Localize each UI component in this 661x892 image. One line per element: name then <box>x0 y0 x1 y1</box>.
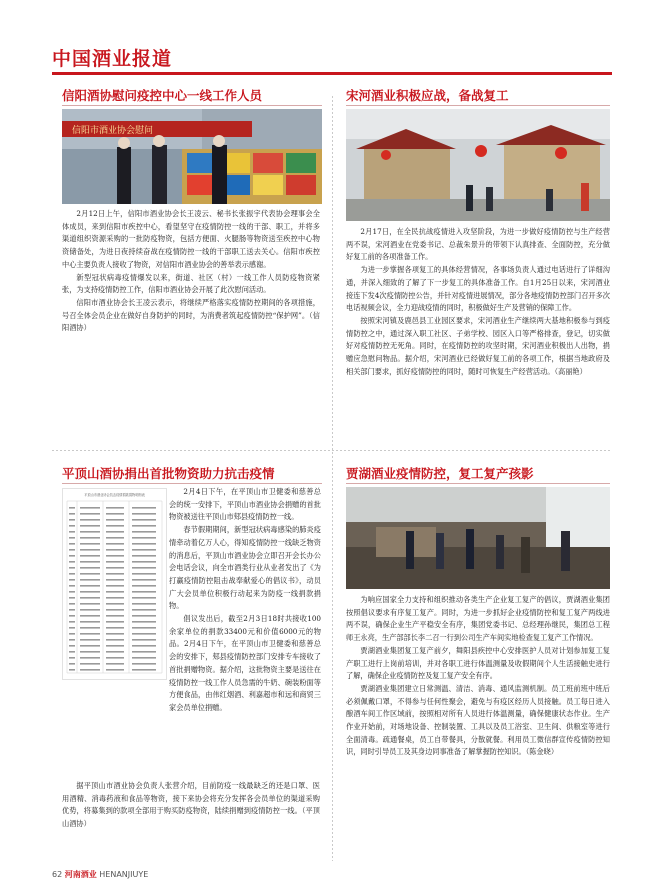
paragraph: 2月12日上午，信阳市酒业协会长王凌云、秘书长张振宇代表协会理事会全体成员，来到信阳市疾控中心，看望坚守在疫情防控一线的干部、职工，并将多渠道组织资源采购的一批防疫物资，包括方便面、火腿肠等物资送至疾控中心物资储备处，为进日夜持续奋战在疫情防控一线的干部职工送去关心。信阳市疾控中心主要负责人接收了物资，对信阳市酒业协会的善举表示感谢。 <box>62 209 320 269</box>
table-cell-mark <box>80 627 100 629</box>
table-cell-mark <box>69 597 75 599</box>
table-cell-mark <box>132 663 156 665</box>
table-cell-mark <box>69 513 75 515</box>
table-cell-mark <box>106 585 124 587</box>
table-cell-mark <box>69 543 75 545</box>
photo-jiahu-workshop <box>346 487 610 589</box>
column-divider <box>332 96 333 861</box>
title-underline <box>62 105 322 106</box>
table-cell-mark <box>132 567 156 569</box>
table-cell-mark <box>69 627 75 629</box>
footer-brand-en: HENANJIUYE <box>99 870 149 879</box>
table-cell-mark <box>106 519 124 521</box>
table-cell-mark <box>69 657 75 659</box>
table-cell-mark <box>106 651 124 653</box>
table-cell-mark <box>132 531 156 533</box>
table-cell-mark <box>106 657 124 659</box>
table-cell-mark <box>80 657 100 659</box>
paragraph: 2月17日，在全民抗战疫情进入攻坚阶段，为进一步做好疫情防控与生产经营两不误，宋河酒业在党委书记、总裁朱景升的带领下认真排查、全面防控，充分做好复工前的各项准备工作。 <box>346 227 610 262</box>
table-cell-mark <box>69 567 75 569</box>
table-cell-mark <box>69 579 75 581</box>
article-title-pingdingshan: 平顶山酒协捐出首批物资助力抗击疫情 <box>62 466 275 481</box>
table-title: 平顶山市酒业协会抗击疫情捐款捐物明细表 <box>84 493 145 497</box>
article-body-songhe <box>346 226 610 378</box>
table-cell-mark <box>80 663 100 665</box>
table-cell-mark <box>132 627 156 629</box>
table-cell-mark <box>80 567 100 569</box>
table-cell-mark <box>132 615 156 617</box>
table-cell-mark <box>106 645 124 647</box>
table-cell-mark <box>132 573 156 575</box>
table-cell-mark <box>69 525 75 527</box>
article-title-xinyang: 信阳酒协慰问疫控中心一线工作人员 <box>62 88 263 103</box>
table-cell-mark <box>69 573 75 575</box>
table-cell-mark <box>69 645 75 647</box>
table-cell-mark <box>80 555 100 557</box>
table-cell-mark <box>132 525 156 527</box>
table-cell-mark <box>69 621 75 623</box>
table-cell-mark <box>132 507 156 509</box>
table-cell-mark <box>69 603 75 605</box>
table-cell-mark <box>69 537 75 539</box>
table-cell-mark <box>106 543 124 545</box>
table-cell-mark <box>132 639 156 641</box>
row-divider <box>52 450 612 451</box>
table-cell-mark <box>106 573 124 575</box>
table-cell-mark <box>106 513 124 515</box>
paragraph: 贾湖酒业集团建立日常测温、清洁、消毒、通风监测机制。员工班前班中班后必须佩戴口罩，不得参与任何性聚会，避免与有疫区经历人员接触。员工每日进入酿酒车间工作区域前，按照相对所有人员进行体温测量，确保健康状态作业。生产作业开始前，对场地设备、控制装置、工具以及员工浴室、卫生间、供粮室等进行全面清毒。疏通餐桌，员工自带餐具，分散就餐。利用员工微信群宣传疫情防控知识，同时引导员工及其身边同事准备了解掌握防控知识。（陈金晓） <box>346 683 610 757</box>
table-cell-mark <box>106 507 124 509</box>
table-cell-mark <box>106 591 124 593</box>
table-cell-mark <box>80 621 100 623</box>
donation-table-image <box>62 488 167 680</box>
table-cell-mark <box>106 669 124 671</box>
title-underline <box>346 105 610 106</box>
table-cell-mark <box>69 591 75 593</box>
table-cell-mark <box>132 579 156 581</box>
table-cell-mark <box>69 555 75 557</box>
paragraph: 信阳市酒业协会长王凌云表示，将继续严格落实疫情防控期间的各项措施，号召全体会员企业在做好自身防护的同时，为消费者筑起疫情防控“保护网”。（信阳酒协） <box>62 297 320 333</box>
table-cell-mark <box>69 669 75 671</box>
table-cell-mark <box>80 669 100 671</box>
article-body-jiahu <box>346 594 610 759</box>
table-cell-mark <box>106 621 124 623</box>
table-cell-mark <box>80 615 100 617</box>
table-cell-mark <box>80 531 100 533</box>
table-cell-mark <box>69 609 75 611</box>
paragraph: 倡议发出后，截至2月3日18时共接收100余家单位的捐款33400元和价值6000元的物品。2月4日下午，在平顶山市卫健委和慈善总会的安排下，郏县疫情防控部门安排专车接收了首批捐赠物资。据介绍，这批物资主要是送往在疫情防控一线工作人员急需的牛奶、碗装粉面等方便食品，由伟红烟酒、利嘉超市和远和商贸三家会员单位捐赠。 <box>169 614 321 712</box>
table-cell-mark <box>132 603 156 605</box>
table-cell-mark <box>132 537 156 539</box>
paragraph: 据平顶山市酒业协会负责人张营介绍，目前防疫一线最缺乏的还是口罩、医用酒精、消毒药液和食品等物资，接下来协会将充分发挥各会员单位的渠道采购优势，将募集到的款项全部用于购买防疫物资，陆续捐赠到疫情防控一线。（平顶山酒协） <box>62 781 320 829</box>
article-body-pingdingshan-2 <box>62 780 320 831</box>
photo-songhe-factory <box>346 109 610 221</box>
table-cell-mark <box>106 561 124 563</box>
table-cell-mark <box>106 603 124 605</box>
article-body-pingdingshan-1 <box>169 486 321 715</box>
table-cell-mark <box>80 609 100 611</box>
table-cell-mark <box>132 513 156 515</box>
paragraph: 为进一步掌握各项复工的具体经营情况，各事场负责人通过电话进行了详细沟通，并深入细致的了解了下一步复工的具体准备工作。自1月25日以来，宋河酒业接连下发4次疫情防控公告，并针对疫情进展情况，部分各地疫情防控部门召开多次电话视频会议，全力迎战疫情的同时，积极做好生产及营销的保障工作。 <box>346 265 610 313</box>
table-cell-mark <box>80 651 100 653</box>
table-cell-mark <box>80 645 100 647</box>
table-cell-mark <box>80 597 100 599</box>
table-cell-mark <box>132 585 156 587</box>
paragraph: 2月4日下午，在平顶山市卫健委和慈善总会的统一安排下，平顶山市酒业协会捐赠的首批物资被送往平顶山市郏县疫情防控一线。 <box>169 487 321 522</box>
table-cell-mark <box>132 621 156 623</box>
footer-brand: 河南酒业 <box>64 870 97 879</box>
table-cell-mark <box>69 549 75 551</box>
table-cell-mark <box>132 651 156 653</box>
paragraph: 新型冠状病毒疫情爆发以来，街道、社区（村）一线工作人员防疫物资紧张，为支持疫情防控工作，信阳市酒业协会开展了此次慰问活动。 <box>62 272 320 295</box>
photo-xinyang-donation <box>62 109 322 204</box>
table-cell-mark <box>132 645 156 647</box>
table-cell-mark <box>132 609 156 611</box>
table-cell-mark <box>69 633 75 635</box>
article-title-songhe: 宋河酒业积极应战，备战复工 <box>346 88 509 103</box>
paragraph: 按照宋河镇及鹿邑县工业园区要求，宋河酒业生产继续两大基地积极参与到疫情防控之中，通过深入职工社区、子弟学校、园区入口等严格排查，登记，切实做好对疫情防控无死角。同时，在疫情防控的攻坚时期，宋河酒业积极出人出物，捐赠应急慰问物品。据介绍，宋河酒业已经做好复工前的各项工作，根据当地政府及相关部门要求，抓好疫情防控的同时，随时可恢复生产经营活动。（高丽艳） <box>346 315 610 376</box>
table-grid <box>63 497 166 677</box>
table-cell-mark <box>69 663 75 665</box>
table-cell-mark <box>106 525 124 527</box>
article-body-xinyang <box>62 208 320 335</box>
table-cell-mark <box>106 567 124 569</box>
table-cell-mark <box>80 519 100 521</box>
table-cell-mark <box>106 633 124 635</box>
table-cell-mark <box>80 543 100 545</box>
table-cell-mark <box>80 603 100 605</box>
banner-text: 信阳市酒业协会慰问 <box>72 126 154 136</box>
table-cell-mark <box>80 633 100 635</box>
header-rule <box>52 72 612 75</box>
table-cell-mark <box>132 633 156 635</box>
paragraph: 为响应国家全力支持和组织推动各类生产企业复工复产的倡议，贾湖酒业集团按照倡议要求有序复工复产。同时，为进一步抓好企业疫情防控和复工复产两线进两不误，确保企业生产平稳安全有序，集团党委书记、总经理孙继民，集团总工程师王永亮，生产部部长李二召一行到公司生产车间实地检查复工复产工作情况。 <box>346 595 610 643</box>
table-cell-mark <box>106 597 124 599</box>
table-cell-mark <box>69 639 75 641</box>
table-cell-mark <box>106 537 124 539</box>
page-footer <box>52 869 148 880</box>
paragraph: 春节假期期间，新型冠状病毒感染的肺炎疫情牵动着亿万人心，得知疫情防控一线缺乏物资的消息后，平顶山市酒业协会立即召开会长办公会电话会议，向全市酒类行业从业者发出了《为打赢疫情防控阻击战奉献爱心的倡议书》，动员广大会员单位积极行动起来为防疫一线捐款捐物。 <box>169 525 321 611</box>
table-cell-mark <box>80 537 100 539</box>
title-underline <box>62 483 322 484</box>
page-number: 62 <box>52 870 63 879</box>
table-cell-mark <box>132 669 156 671</box>
table-cell-mark <box>69 519 75 521</box>
table-cell-mark <box>132 549 156 551</box>
table-cell-mark <box>106 663 124 665</box>
table-cell-mark <box>80 579 100 581</box>
table-cell-mark <box>106 609 124 611</box>
table-cell-mark <box>106 639 124 641</box>
table-cell-mark <box>132 561 156 563</box>
table-cell-mark <box>106 549 124 551</box>
table-cell-mark <box>132 591 156 593</box>
table-cell-mark <box>106 627 124 629</box>
title-underline <box>346 483 610 484</box>
table-cell-mark <box>106 531 124 533</box>
table-cell-mark <box>80 585 100 587</box>
paragraph: 贾湖酒业集团复工复产前夕，舞阳县疾控中心安排医护人员对计划参加复工复产职工进行上岗前培训，并对各职工进行体温测量及收假期间个人生活接触史进行了解，确保企业疫情防控及复工复产安全有序。 <box>346 645 610 681</box>
table-cell-mark <box>132 519 156 521</box>
table-cell-mark <box>69 507 75 509</box>
table-cell-mark <box>80 639 100 641</box>
table-cell-mark <box>80 573 100 575</box>
table-cell-mark <box>80 507 100 509</box>
table-cell-mark <box>80 549 100 551</box>
section-title: 中国酒业报道 <box>52 48 173 70</box>
table-cell-mark <box>80 525 100 527</box>
table-cell-mark <box>132 555 156 557</box>
table-cell-mark <box>106 615 124 617</box>
table-cell-mark <box>69 531 75 533</box>
article-title-jiahu: 贾湖酒业疫情防控，复工复产孩影 <box>346 466 534 481</box>
table-cell-mark <box>69 561 75 563</box>
table-cell-mark <box>106 555 124 557</box>
table-cell-mark <box>69 615 75 617</box>
table-cell-mark <box>80 561 100 563</box>
table-cell-mark <box>132 543 156 545</box>
table-cell-mark <box>132 597 156 599</box>
table-cell-mark <box>69 585 75 587</box>
table-cell-mark <box>69 651 75 653</box>
table-cell-mark <box>80 591 100 593</box>
table-cell-mark <box>132 657 156 659</box>
table-cell-mark <box>106 579 124 581</box>
table-cell-mark <box>80 513 100 515</box>
